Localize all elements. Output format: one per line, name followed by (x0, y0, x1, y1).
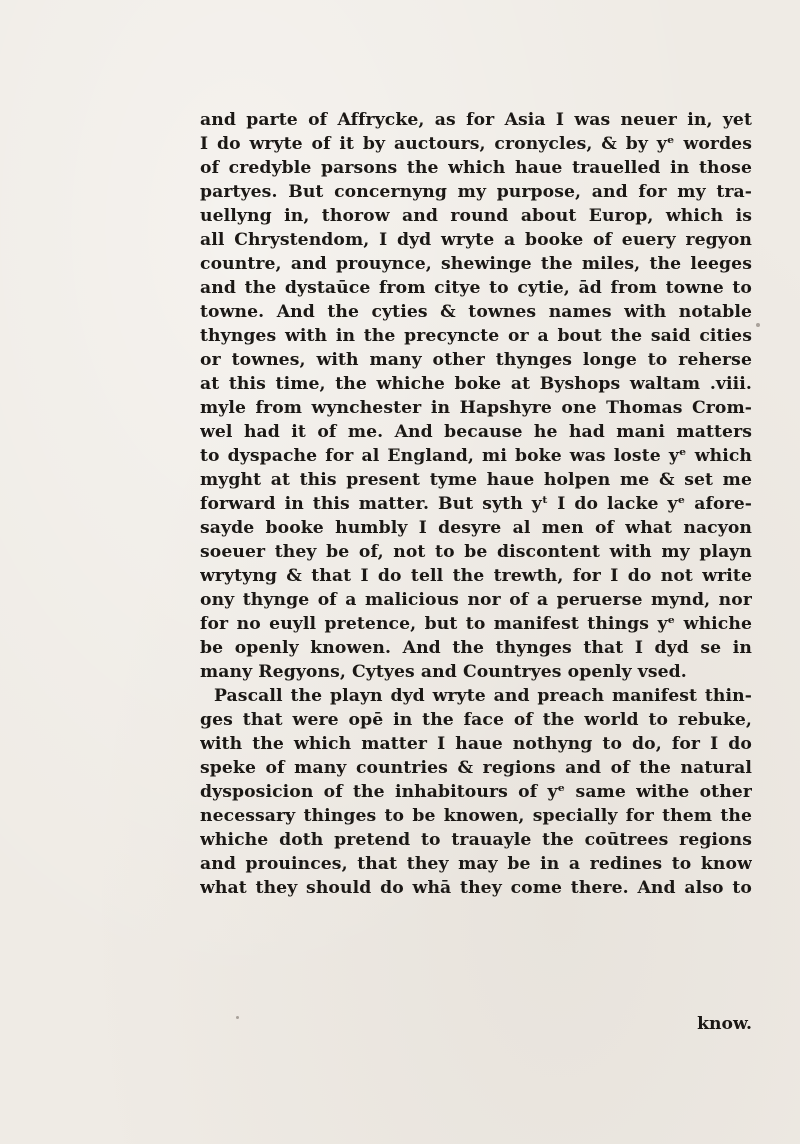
text-line: speke of many countries & regions and of the natural (200, 758, 752, 778)
text-line: wel had it of me. And because he had mani matters (200, 422, 752, 442)
text-line: necessary thinges to be knowen, specially for them the (200, 806, 752, 826)
body-text (200, 108, 752, 900)
text-line: thynges with in the precyncte or a bout the said cities (200, 326, 752, 346)
text-line: what they should do whā they come there. And also to (200, 878, 752, 898)
text-line: I do wryte of it by auctours, cronycles, & by yᵉ wordes (200, 134, 752, 154)
text-line: to dyspache for al England, mi boke was loste yᵉ which (200, 446, 752, 466)
text-line: myght at this present tyme haue holpen me & set me (200, 470, 752, 490)
text-line: of credyble parsons the which haue trauelled in those (200, 158, 752, 178)
text-line: towne. And the cyties & townes names with notable (200, 302, 752, 322)
text-line: soeuer they be of, not to be discontent with my playn (200, 542, 752, 562)
text-line: sayde booke humbly I desyre al men of what nacyon (200, 518, 752, 538)
text-line: countre, and prouynce, shewinge the miles, the leeges (200, 254, 752, 274)
text-line: and parte of Affrycke, as for Asia I was neuer in, yet (200, 110, 752, 130)
text-line: or townes, with many other thynges longe to reherse (200, 350, 752, 370)
text-line: whiche doth pretend to trauayle the coūtrees regions (200, 830, 752, 850)
text-line: all Chrystendom, I dyd wryte a booke of euery regyon (200, 230, 752, 250)
text-line: forward in this matter. But syth yᵗ I do lacke yᵉ afore- (200, 494, 752, 514)
text-line: myle from wynchester in Hapshyre one Thomas Crom- (200, 398, 752, 418)
text-line: ges that were opē in the face of the world to rebuke, (200, 710, 752, 730)
text-line: partyes. But concernyng my purpose, and for my tra- (200, 182, 752, 202)
text-line: for no euyll pretence, but to manifest things yᵉ whiche (200, 614, 752, 634)
text-line: many Regyons, Cytyes and Countryes openly vsed. (200, 662, 687, 682)
ink-speck (756, 323, 760, 327)
text-line: dysposicion of the inhabitours of yᵉ same withe other (200, 782, 752, 802)
text-line: Pascall the playn dyd wryte and preach manifest thin- (214, 686, 752, 706)
text-line: wrytyng & that I do tell the trewth, for I do not write (200, 566, 752, 586)
text-line: with the which matter I haue nothyng to do, for I do (200, 734, 752, 754)
text-line: and the dystaūce from citye to cytie, ād from towne to (200, 278, 752, 298)
text-line: and prouinces, that they may be in a redines to know (200, 854, 752, 874)
text-line: uellyng in, thorow and round about Europ, which is (200, 206, 752, 226)
catchword: know. (697, 1014, 752, 1034)
text-line: be openly knowen. And the thynges that I dyd se in (200, 638, 752, 658)
ink-speck (236, 1016, 239, 1019)
text-line: ony thynge of a malicious nor of a peruerse mynd, nor (200, 590, 752, 610)
text-line: at this time, the whiche boke at Byshops waltam .viii. (200, 374, 752, 394)
